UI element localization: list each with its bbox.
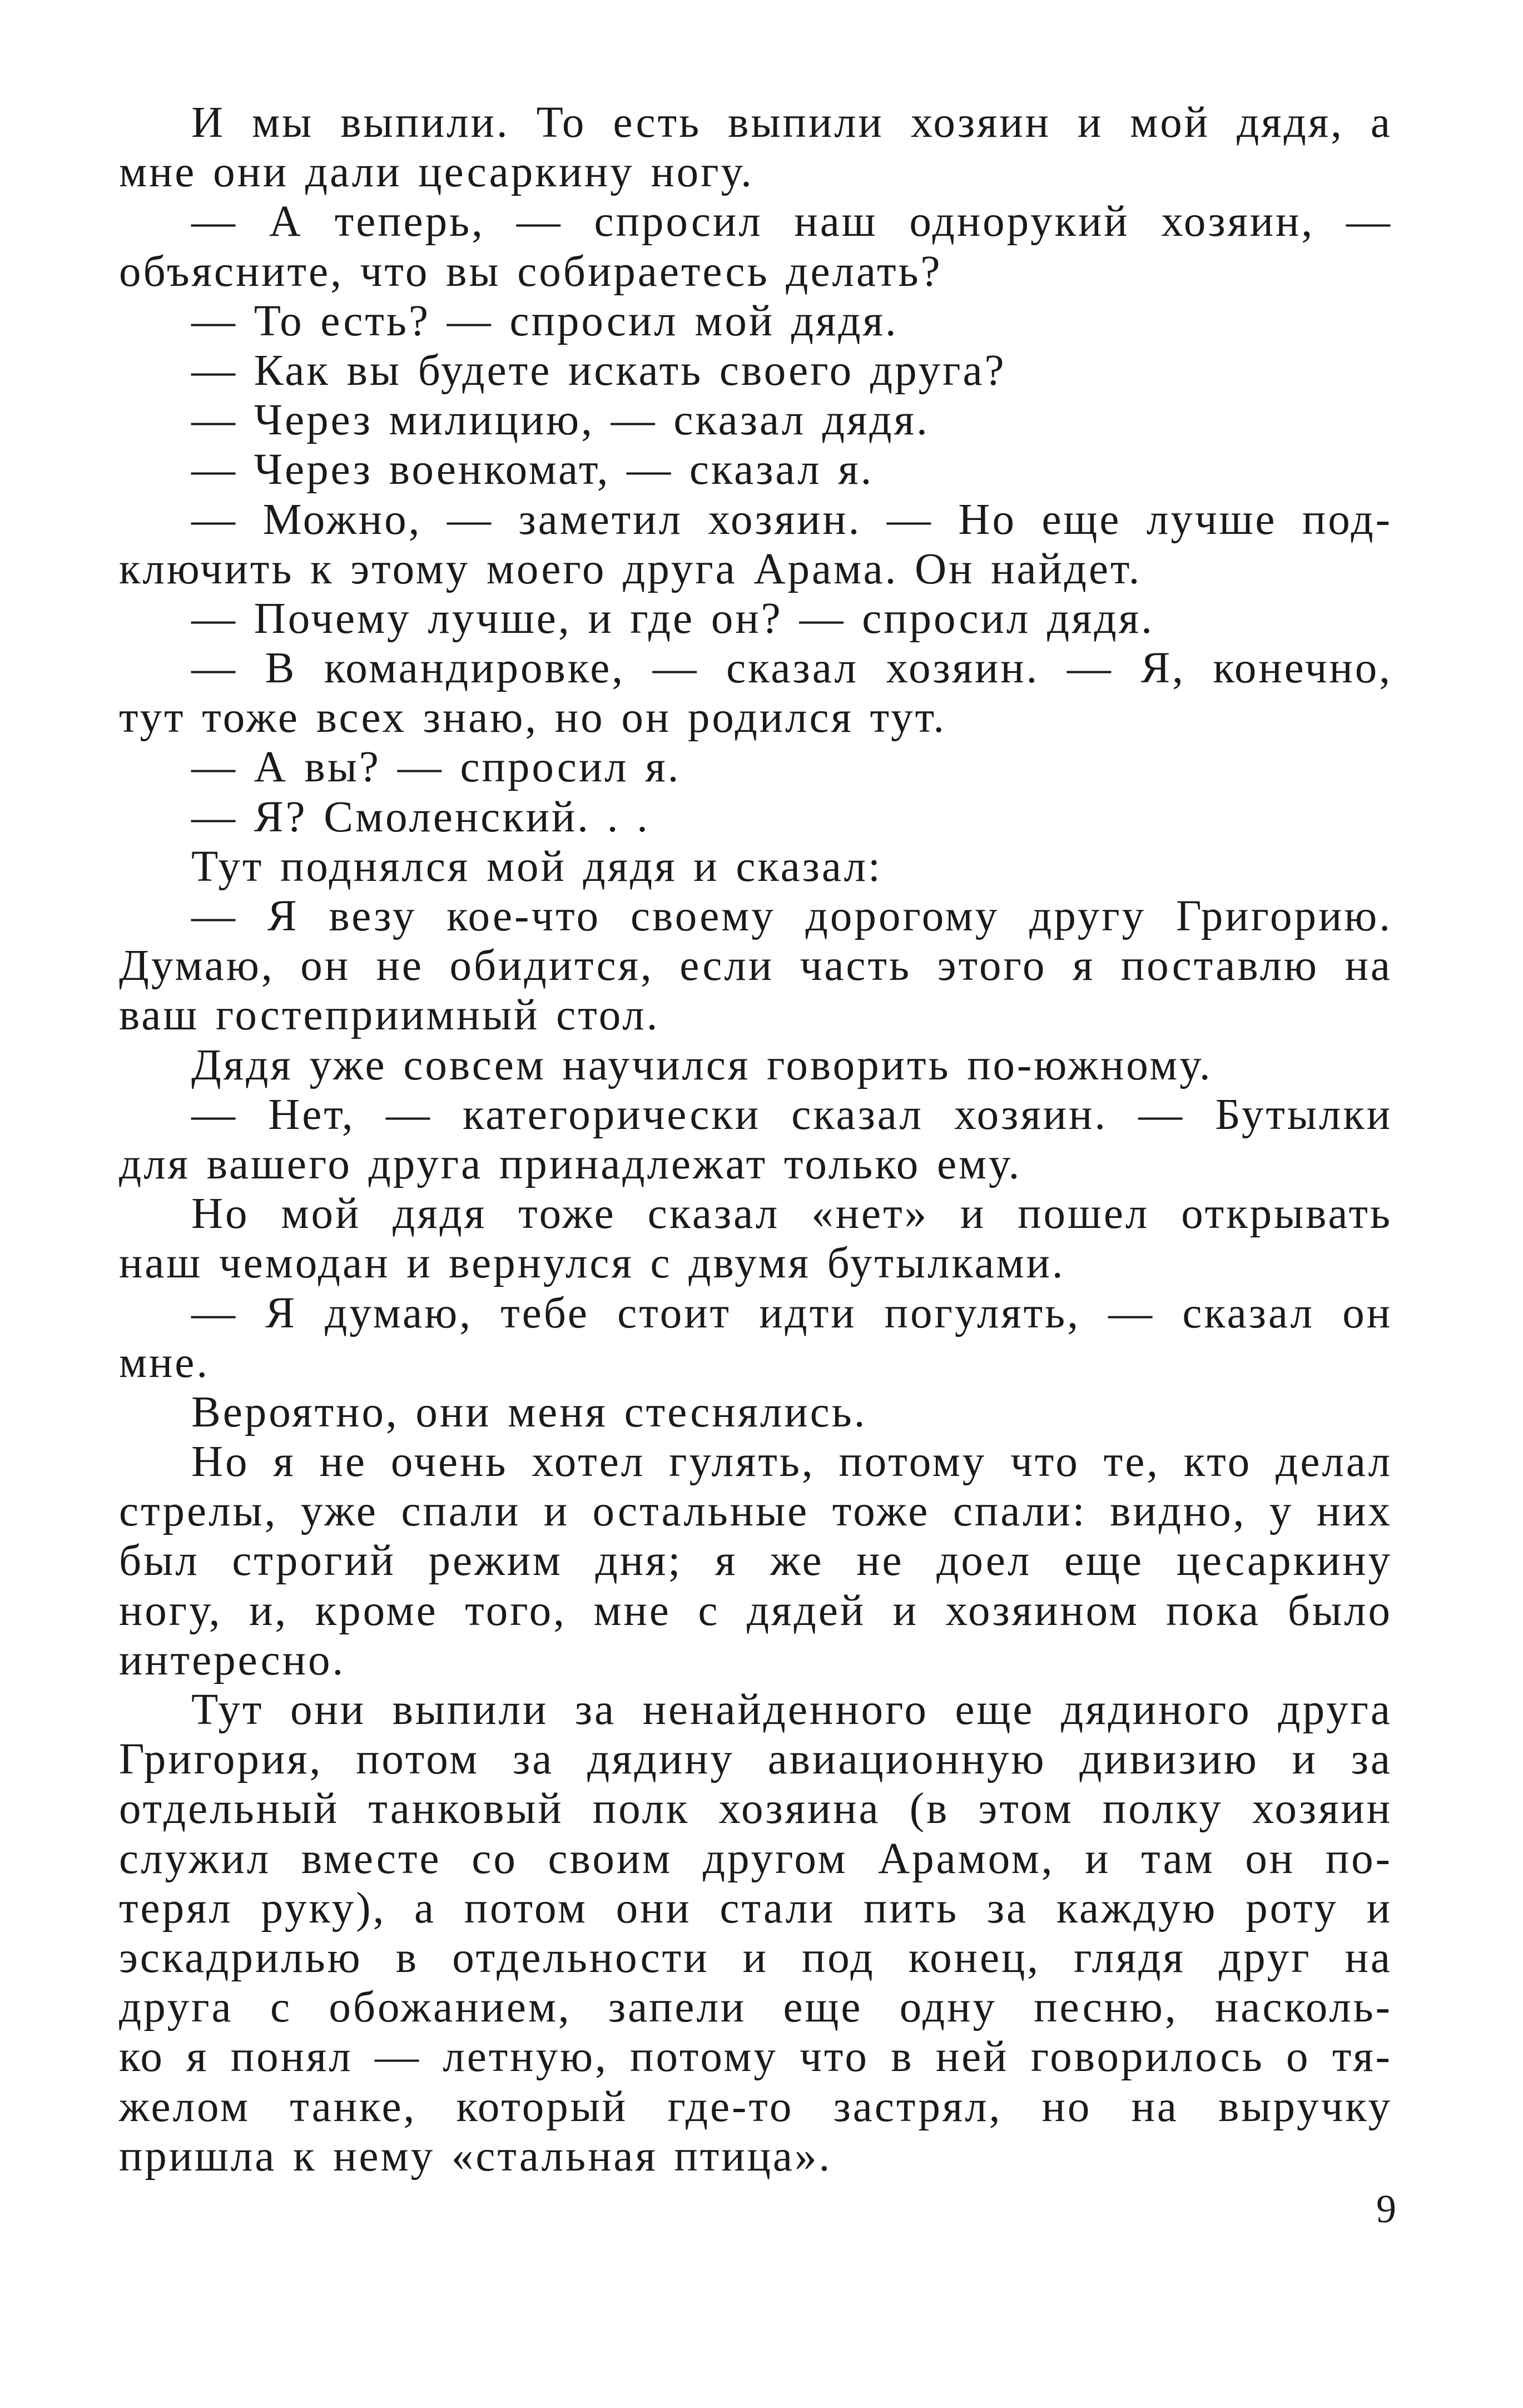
text-line: — Как вы будете искать своего друга? <box>191 346 1006 395</box>
text-line: отдельный танковый полк хозяина (в этом полку хозяин <box>119 1785 1392 1834</box>
text-line: наш чемодан и вернулся с двумя бутылками. <box>119 1239 1065 1288</box>
text-line: ко я понял — летную, потому что в ней говорилось о тя- <box>119 2033 1392 2082</box>
text-line: — Почему лучше, и где он? — спросил дядя. <box>191 594 1154 643</box>
text-line: — Нет, — категорически сказал хозяин. — Бутылки <box>191 1090 1392 1139</box>
text-line: — А вы? — спросил я. <box>191 743 681 792</box>
text-line: тут тоже всех знаю, но он родился тут. <box>119 693 946 742</box>
text-line: ногу, и, кроме того, мне с дядей и хозяином пока было <box>119 1586 1392 1635</box>
text-line: объясните, что вы собираетесь делать? <box>119 247 942 296</box>
text-line: ключить к этому моего друга Арама. Он найдет. <box>119 544 1142 593</box>
text-line: Григория, потом за дядину авиационную дивизию и за <box>119 1735 1392 1784</box>
text-line: служил вместе со своим другом Арамом, и там он по- <box>119 1834 1392 1883</box>
text-line: для вашего друга принадлежат только ему. <box>119 1139 1022 1188</box>
text-line: мне они дали цесаркину ногу. <box>119 148 754 197</box>
text-line: — Через милицию, — сказал дядя. <box>191 396 930 445</box>
text-line: — Можно, — заметил хозяин. — Но еще лучше под- <box>191 495 1392 544</box>
text-line: И мы выпили. То есть выпили хозяин и мой дядя, а <box>191 98 1392 147</box>
text-line: — Я везу кое-что своему дорогому другу Григорию. <box>191 892 1392 940</box>
text-line: — А теперь, — спросил наш однорукий хозяин, — <box>191 197 1392 246</box>
text-line: интересно. <box>119 1636 346 1684</box>
text-line: друга с обожанием, запели еще одну песню, насколь- <box>119 1983 1392 2032</box>
text-line: Но мой дядя тоже сказал «нет» и пошел открывать <box>191 1190 1392 1238</box>
text-line: стрелы, уже спали и остальные тоже спали: видно, у них <box>119 1487 1392 1536</box>
text-line: был строгий режим дня; я же не доел еще цесаркину <box>119 1537 1392 1585</box>
text-line: — В командировке, — сказал хозяин. — Я, конечно, <box>191 644 1392 693</box>
text-line: Тут поднялся мой дядя и сказал: <box>191 842 882 891</box>
text-line: Дядя уже совсем научился говорить по-южному. <box>191 1041 1213 1089</box>
text-line: ваш гостеприимный стол. <box>119 991 660 1040</box>
text-line: — Я думаю, тебе стоит идти погулять, — сказал он <box>191 1289 1392 1337</box>
text-line: — То есть? — спросил мой дядя. <box>191 296 899 345</box>
text-line: — Я? Смоленский. . . <box>191 792 650 841</box>
text-line: эскадрилью в отдельности и под конец, глядя друг на <box>119 1933 1392 1982</box>
text-line: мне. <box>119 1338 210 1387</box>
body-text <box>119 98 1392 2181</box>
text-line: терял руку), а потом они стали пить за каждую роту и <box>119 1884 1392 1933</box>
page-number: 9 <box>1376 2187 1396 2231</box>
text-line: — Через военкомат, — сказал я. <box>191 445 874 494</box>
text-line: пришла к нему «стальная птица». <box>119 2132 832 2181</box>
text-line: желом танке, который где-то застрял, но на выручку <box>119 2082 1392 2131</box>
text-line: Думаю, он не обидится, если часть этого я поставлю на <box>119 942 1392 990</box>
text-line: Вероятно, они меня стеснялись. <box>191 1388 867 1436</box>
text-line: Тут они выпили за ненайденного еще дядиного друга <box>191 1686 1392 1734</box>
text-line: Но я не очень хотел гулять, потому что те, кто делал <box>191 1438 1392 1487</box>
